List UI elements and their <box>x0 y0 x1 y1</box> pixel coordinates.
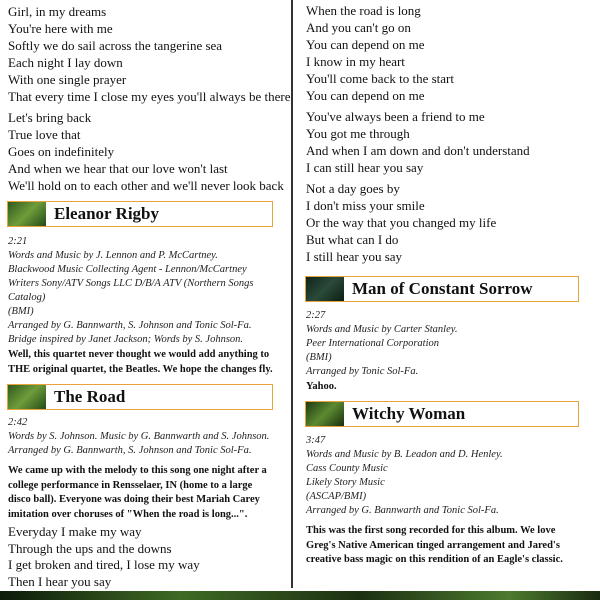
lyric-line: Each night I lay down <box>8 55 123 70</box>
song-credits <box>306 434 503 518</box>
lyric-line: I know in my heart <box>306 54 405 69</box>
lyric-line: And when we hear that our love won't last <box>8 161 228 176</box>
song-header-man-of-constant-sorrow <box>305 276 579 302</box>
column-divider <box>291 0 293 588</box>
lyric-line: Then I hear you say <box>8 573 112 589</box>
lyrics-block <box>306 2 530 265</box>
song-title: Witchy Woman <box>352 404 466 423</box>
lyric-line: You got me through <box>306 126 410 141</box>
song-title: Man of Constant Sorrow <box>352 279 533 298</box>
leaf-thumbnail <box>8 385 46 409</box>
note-line: disco ball). Everyone was doing their best Mariah Carey <box>8 494 260 505</box>
credit-line: Catalog) <box>8 292 46 303</box>
credit-line: Arranged by G. Bannwarth, S. Johnson and Tonic Sol-Fa. <box>8 320 252 331</box>
lyric-line: Through the ups and the downs <box>8 540 172 556</box>
lyrics-block <box>8 524 200 590</box>
song-note <box>306 524 563 568</box>
lyric-line: I get broken and tired, I lose my way <box>8 557 200 572</box>
credit-line: Arranged by G. Bannwarth, S. Johnson and Tonic Sol-Fa. <box>8 445 252 456</box>
credit-line: (ASCAP/BMI) <box>306 491 367 502</box>
song-duration: 2:42 <box>8 417 28 428</box>
song-note <box>306 380 337 395</box>
credit-line: Likely Story Music <box>306 477 385 488</box>
song-header-witchy-woman <box>305 401 579 427</box>
credit-line: Blackwood Music Collecting Agent - Lennon/McCartney <box>8 264 247 275</box>
song-duration: 2:21 <box>8 236 28 247</box>
note-line: Well, this quartet never thought we would add anything to <box>8 349 270 360</box>
lyric-line: Let's bring back <box>8 110 92 125</box>
leaf-thumbnail <box>8 202 46 226</box>
lyric-line: You've always been a friend to me <box>306 109 485 124</box>
note-line: We came up with the melody to this song one night after a <box>8 465 267 476</box>
lyric-line: Girl, in my dreams <box>8 4 107 19</box>
decorative-leaf-strip <box>0 591 600 600</box>
credit-line: (BMI) <box>8 306 34 317</box>
song-note <box>8 348 273 377</box>
lyric-line: I still hear you say <box>306 249 403 264</box>
credit-line: Writers Sony/ATV Songs LLC D/B/A ATV (Northern Songs <box>8 278 254 289</box>
credit-line: Words and Music by Carter Stanley. <box>306 324 458 335</box>
lyrics-block <box>8 3 290 194</box>
credit-line: Words by S. Johnson. Music by G. Bannwarth and S. Johnson. <box>8 431 270 442</box>
lyric-line: We'll hold on to each other and we'll never look back <box>8 178 284 193</box>
lyric-line: I don't miss your smile <box>306 198 425 213</box>
lyric-line: You can depend on me <box>306 88 425 103</box>
credit-line: Words and Music by B. Leadon and D. Henley. <box>306 449 503 460</box>
note-line: This was the first song recorded for this album. We love <box>306 525 556 536</box>
song-duration: 2:27 <box>306 310 326 321</box>
lyric-line: Softly we do sail across the tangerine sea <box>8 38 223 53</box>
lyric-line: When the road is long <box>306 3 421 18</box>
note-line: imitation over choruses of "When the road is long...". <box>8 508 248 520</box>
credit-line: (BMI) <box>306 352 332 363</box>
song-title: Eleanor Rigby <box>54 204 160 223</box>
lyric-line: Not a day goes by <box>306 181 400 196</box>
lyric-line: That every time I close my eyes you'll always be there <box>8 89 291 104</box>
song-credits <box>306 309 457 379</box>
lyric-line: You're here with me <box>8 21 113 36</box>
note-line: THE original quartet, the Beatles. We hope the changes fly. <box>8 363 273 375</box>
note-line: Greg's Native American tinged arrangement and Jared's <box>306 539 560 551</box>
credit-line: Words and Music by J. Lennon and P. McCartney. <box>8 250 218 261</box>
lyric-line: You can depend on me <box>306 37 425 52</box>
note-line: creative bass magic on this rendition of an Eagle's classic. <box>306 554 563 565</box>
lyric-line: Or the way that you changed my life <box>306 215 497 230</box>
lyric-line: Everyday I make my way <box>8 524 142 539</box>
lyric-line: And when I am down and don't understand <box>306 143 530 158</box>
song-credits <box>8 235 254 347</box>
leaf-thumbnail <box>306 277 344 301</box>
lyric-line: With one single prayer <box>8 72 127 87</box>
lyric-line: But what can I do <box>306 232 399 247</box>
note-line: college performance in Rensselaer, IN (home to a large <box>8 479 253 491</box>
song-duration: 3:47 <box>306 435 326 446</box>
song-note <box>8 464 267 522</box>
leaf-thumbnail <box>306 402 344 426</box>
note-line: Yahoo. <box>306 381 337 392</box>
credit-line: Bridge inspired by Janet Jackson; Words by S. Johnson. <box>8 334 244 345</box>
lyric-line: I can still hear you say <box>306 160 424 175</box>
lyric-line: And you can't go on <box>306 20 411 35</box>
credit-line: Cass County Music <box>306 463 388 474</box>
credit-line: Arranged by G. Bannwarth and Tonic Sol-Fa. <box>306 505 499 516</box>
credit-line: Arranged by Tonic Sol-Fa. <box>306 366 419 377</box>
song-header-eleanor-rigby <box>7 201 273 227</box>
song-credits <box>8 416 269 458</box>
credit-line: Peer International Corporation <box>306 338 439 349</box>
lyric-line: Goes on indefinitely <box>8 144 115 159</box>
song-title: The Road <box>54 387 126 406</box>
lyric-line: You'll come back to the start <box>306 71 454 86</box>
song-header-the-road <box>7 384 273 410</box>
lyric-line: True love that <box>8 127 81 142</box>
